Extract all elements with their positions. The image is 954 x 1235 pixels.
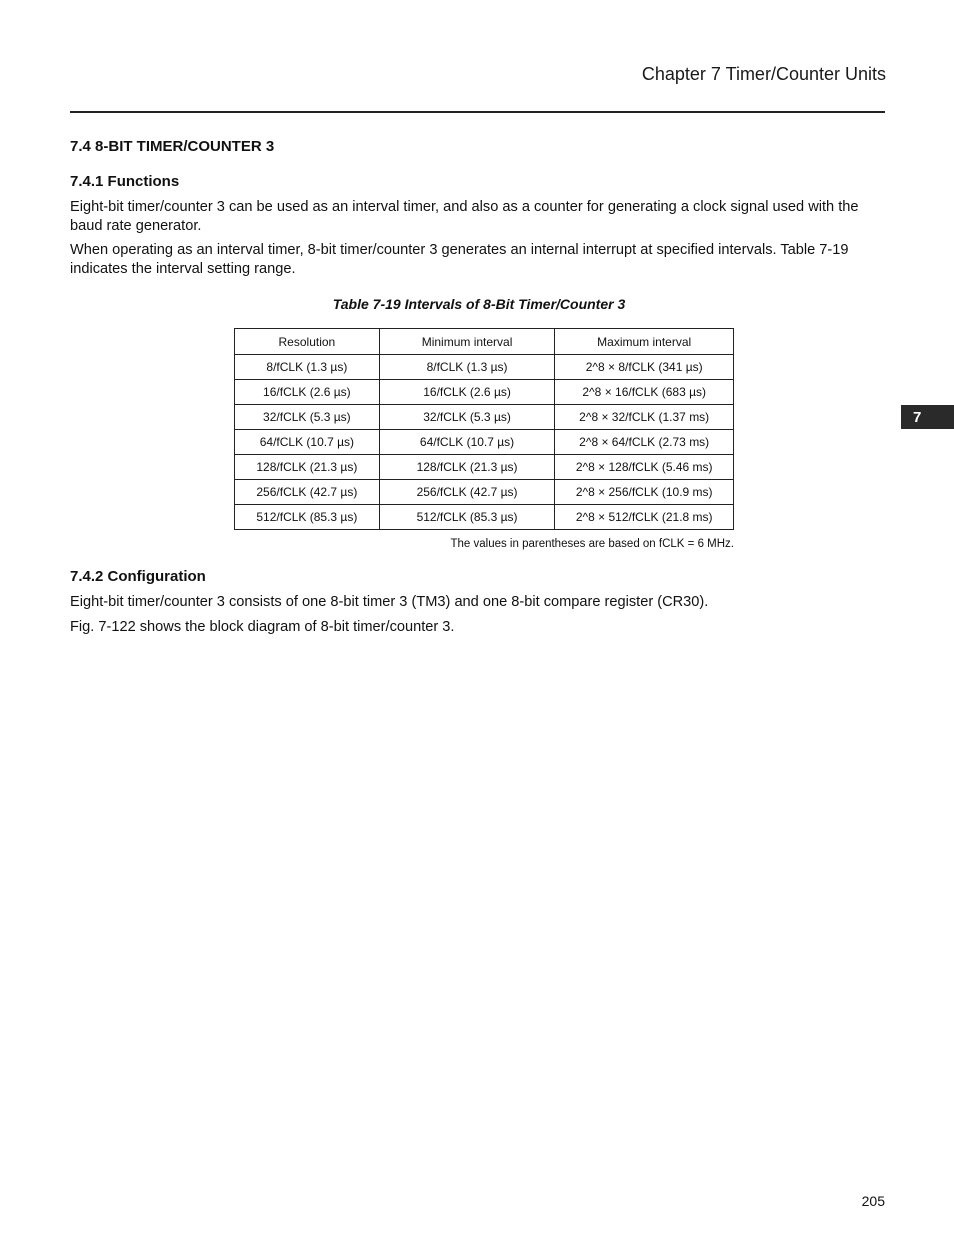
- table-cell: 2^8 × 16/fCLK (683 µs): [555, 380, 734, 405]
- section-heading: 7.4 8-BIT TIMER/COUNTER 3: [70, 138, 275, 155]
- table-row: [235, 505, 734, 530]
- chapter-tab-marker: 7: [901, 405, 954, 429]
- table-row: [235, 405, 734, 430]
- header-resolution: Resolution: [235, 329, 380, 355]
- table-cell: 64/fCLK (10.7 µs): [379, 430, 555, 455]
- table-row: [235, 430, 734, 455]
- table-cell: 512/fCLK (85.3 µs): [379, 505, 555, 530]
- table-cell: 32/fCLK (5.3 µs): [379, 405, 555, 430]
- table-row: [235, 355, 734, 380]
- table-cell: 16/fCLK (2.6 µs): [379, 380, 555, 405]
- table-row: [235, 380, 734, 405]
- functions-paragraph-1: Eight-bit timer/counter 3 can be used as an interval timer, and also as a counter for generating a clock signal used with the baud rate generator.: [70, 199, 859, 234]
- table-cell: 2^8 × 256/fCLK (10.9 ms): [555, 480, 734, 505]
- configuration-paragraph-1: Eight-bit timer/counter 3 consists of one 8-bit timer 3 (TM3) and one 8-bit compare register (CR30).: [70, 594, 709, 610]
- functions-paragraph-2: When operating as an interval timer, 8-bit timer/counter 3 generates an internal interrupt at specified intervals. Table 7-19 indicates the interval setting range.: [70, 242, 849, 277]
- table-cell: 256/fCLK (42.7 µs): [379, 480, 555, 505]
- table-cell: 32/fCLK (5.3 µs): [235, 405, 380, 430]
- functions-heading: 7.4.1 Functions: [70, 173, 180, 190]
- table-cell: 2^8 × 128/fCLK (5.46 ms): [555, 455, 734, 480]
- table-cell: 2^8 × 64/fCLK (2.73 ms): [555, 430, 734, 455]
- table-cell: 128/fCLK (21.3 µs): [379, 455, 555, 480]
- table-cell: 512/fCLK (85.3 µs): [235, 505, 380, 530]
- page-content: [70, 138, 888, 642]
- table-cell: 128/fCLK (21.3 µs): [235, 455, 380, 480]
- table-caption: Table 7-19 Intervals of 8-Bit Timer/Counter 3: [332, 296, 626, 312]
- table-cell: 16/fCLK (2.6 µs): [235, 380, 380, 405]
- page-number: 205: [861, 1193, 885, 1209]
- table-cell: 256/fCLK (42.7 µs): [235, 480, 380, 505]
- intervals-table: [234, 328, 734, 530]
- table-header-row: [235, 329, 734, 355]
- table-cell: 8/fCLK (1.3 µs): [235, 355, 380, 380]
- table-row: [235, 455, 734, 480]
- configuration-heading: 7.4.2 Configuration: [70, 568, 206, 585]
- table-footnote: The values in parentheses are based on fCLK = 6 MHz.: [450, 538, 734, 550]
- table-cell: 2^8 × 8/fCLK (341 µs): [555, 355, 734, 380]
- header-minimum-interval: Minimum interval: [379, 329, 555, 355]
- table-row: [235, 480, 734, 505]
- table-cell: 2^8 × 512/fCLK (21.8 ms): [555, 505, 734, 530]
- table-cell: 64/fCLK (10.7 µs): [235, 430, 380, 455]
- table-cell: 8/fCLK (1.3 µs): [379, 355, 555, 380]
- configuration-paragraph-2: Fig. 7-122 shows the block diagram of 8-bit timer/counter 3.: [70, 618, 455, 635]
- chapter-header: Chapter 7 Timer/Counter Units: [641, 64, 886, 84]
- table-cell: 2^8 × 32/fCLK (1.37 ms): [555, 405, 734, 430]
- header-rule: [70, 111, 885, 113]
- header-maximum-interval: Maximum interval: [555, 329, 734, 355]
